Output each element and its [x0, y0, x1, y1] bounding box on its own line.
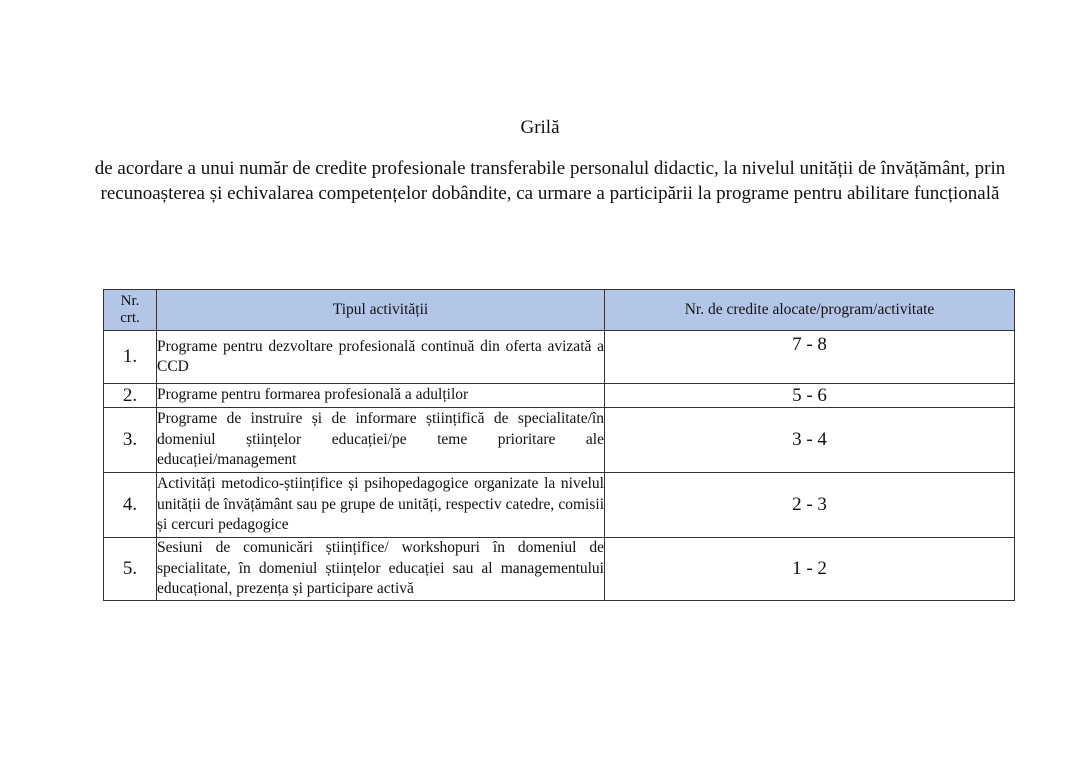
document-subtitle: de acordare a unui număr de credite profesionale transferabile personalul didactic, la nivelul unității de învățământ, prin recunoașterea și echivalarea competențelor dobândite, ca urmare a participării la programe pentru abilitare funcțională [94, 158, 1006, 204]
row-activity-type: Sesiuni de comunicări științifice/ workshopuri în domeniul de specialitate, în domeniul științelor educației sau al managementului educațional, prezența și participare activă [157, 538, 605, 601]
table-row [104, 331, 1015, 384]
row-credits: 1 - 2 [605, 538, 1015, 601]
row-number: 1. [104, 331, 157, 384]
row-number: 2. [104, 384, 157, 408]
credits-table [103, 289, 1015, 601]
row-number: 4. [104, 473, 157, 538]
row-number: 5. [104, 538, 157, 601]
header-tip-activitate: Tipul activității [157, 290, 605, 331]
row-credits: 5 - 6 [605, 384, 1015, 408]
table-row [104, 473, 1015, 538]
row-credits: 7 - 8 [605, 331, 1015, 384]
header-nr-credite: Nr. de credite alocate/program/activitate [605, 290, 1015, 331]
row-credits: 2 - 3 [605, 473, 1015, 538]
header-nr-line1: Nr. [120, 293, 140, 309]
row-credits: 3 - 4 [605, 408, 1015, 473]
row-activity-type: Programe pentru dezvoltare profesională continuă din oferta avizată a CCD [157, 331, 605, 384]
table-header-row [104, 290, 1015, 331]
row-activity-type: Programe pentru formarea profesională a adulților [157, 384, 605, 408]
row-number: 3. [104, 408, 157, 473]
table-row [104, 538, 1015, 601]
row-activity-type: Programe de instruire și de informare științifică de specialitate/în domeniul științelor educației/pe teme prioritare ale educației/management [157, 408, 605, 473]
document-title: Grilă [520, 117, 560, 138]
header-nr-crt [104, 290, 157, 331]
table-row [104, 384, 1015, 408]
row-activity-type: Activități metodico-științifice și psihopedagogice organizate la nivelul unității de învățământ sau pe grupe de unități, respectiv catedre, comisii și cercuri pedagogice [157, 473, 605, 538]
header-nr-line2: crt. [120, 310, 140, 326]
table-row [104, 408, 1015, 473]
